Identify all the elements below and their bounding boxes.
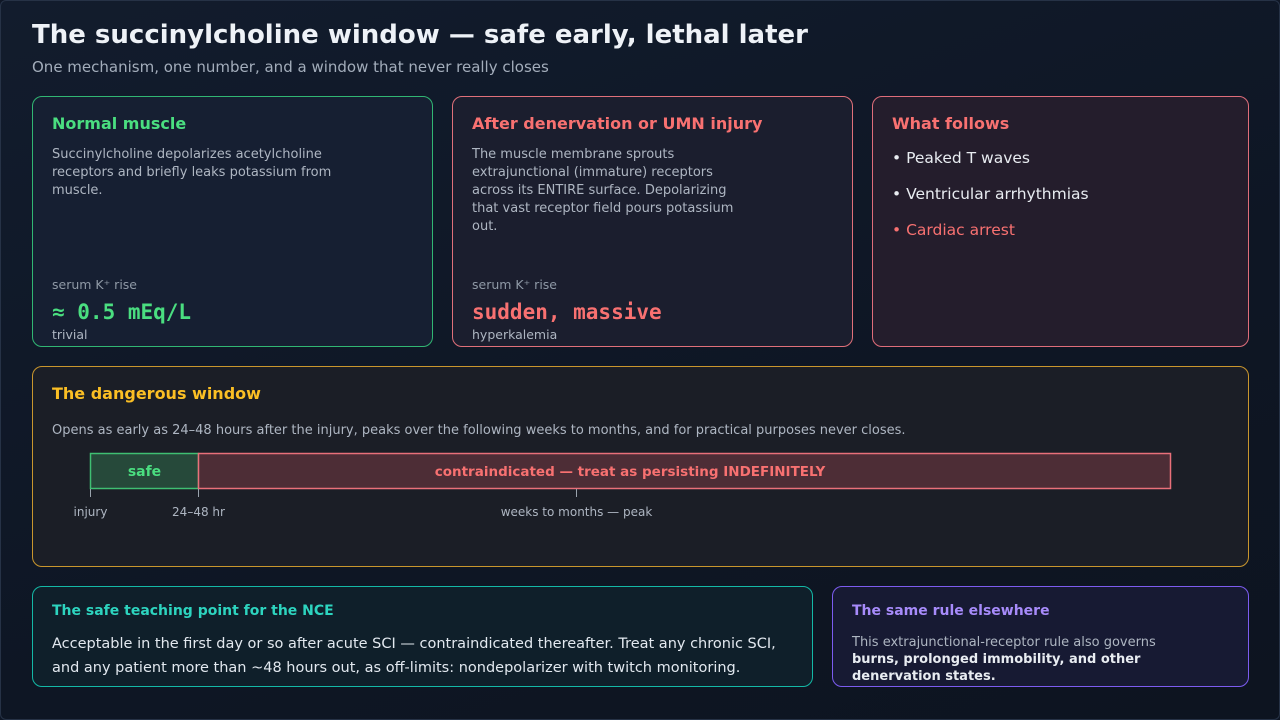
denervation-potassium-note: hyperkalemia xyxy=(472,327,558,342)
same-rule-conditions: burns, prolonged immobility, and other denervation states. xyxy=(852,652,1141,684)
normal-muscle-body: Succinylcholine depolarizes acetylcholine receptors and briefly leaks potassium from muscle. xyxy=(52,147,332,198)
dangerous-window-heading: The dangerous window xyxy=(52,384,261,403)
normal-potassium-note: trivial xyxy=(52,327,88,342)
denervation-body: The muscle membrane sprouts extrajunctional (immature) receptors across its ENTIRE surface. Depolarizing that vast receptor field pours potassium out. xyxy=(472,147,734,234)
denervation-potassium-label: serum K⁺ rise xyxy=(472,277,557,292)
consequences-card xyxy=(872,96,1249,347)
denervation-card xyxy=(452,96,853,347)
normal-muscle-heading: Normal muscle xyxy=(52,114,187,133)
normal-muscle-card xyxy=(32,96,433,347)
consequence-item-cardiac-arrest: • Cardiac arrest xyxy=(892,221,1015,239)
teaching-point-heading: The safe teaching point for the NCE xyxy=(52,603,334,619)
tick-label-peak: weeks to months — peak xyxy=(500,505,653,519)
denervation-potassium-value: sudden, massive xyxy=(472,300,662,324)
page-subtitle: One mechanism, one number, and a window that never really closes xyxy=(32,58,549,76)
teaching-point-body: Acceptable in the first day or so after acute SCI — contraindicated thereafter. Treat any chronic SCI, and any patient more than ~48 hours out, as off-limits: nondepolarizer with twitch monitoring. xyxy=(52,636,776,676)
consequences-heading: What follows xyxy=(892,114,1010,133)
teaching-point-card xyxy=(32,586,813,687)
consequences-list xyxy=(892,149,1089,257)
same-rule-body xyxy=(852,634,1172,685)
page-title: The succinylcholine window — safe early, lethal later xyxy=(32,20,808,50)
same-rule-heading: The same rule elsewhere xyxy=(852,603,1050,619)
denervation-heading: After denervation or UMN injury xyxy=(472,114,763,133)
normal-potassium-label: serum K⁺ rise xyxy=(52,277,137,292)
dangerous-window-description: Opens as early as 24–48 hours after the injury, peaks over the following weeks to months, and for practical purposes never closes. xyxy=(52,423,906,438)
same-rule-intro: This extrajunctional-receptor rule also governs xyxy=(852,635,1156,650)
contraindicated-segment-label: contraindicated — treat as persisting INDEFINITELY xyxy=(434,464,826,480)
normal-potassium-value: ≈ 0.5 mEq/L xyxy=(52,300,192,324)
dangerous-window-card xyxy=(32,366,1249,567)
tick-label-24-48-hr: 24–48 hr xyxy=(172,505,225,519)
window-timeline xyxy=(33,367,1250,568)
safe-segment-label: safe xyxy=(127,464,162,480)
same-rule-card xyxy=(832,586,1249,687)
tick-label-injury: injury xyxy=(73,505,108,519)
consequence-item: • Peaked T waves xyxy=(892,149,1030,167)
consequence-item: • Ventricular arrhythmias xyxy=(892,185,1089,203)
